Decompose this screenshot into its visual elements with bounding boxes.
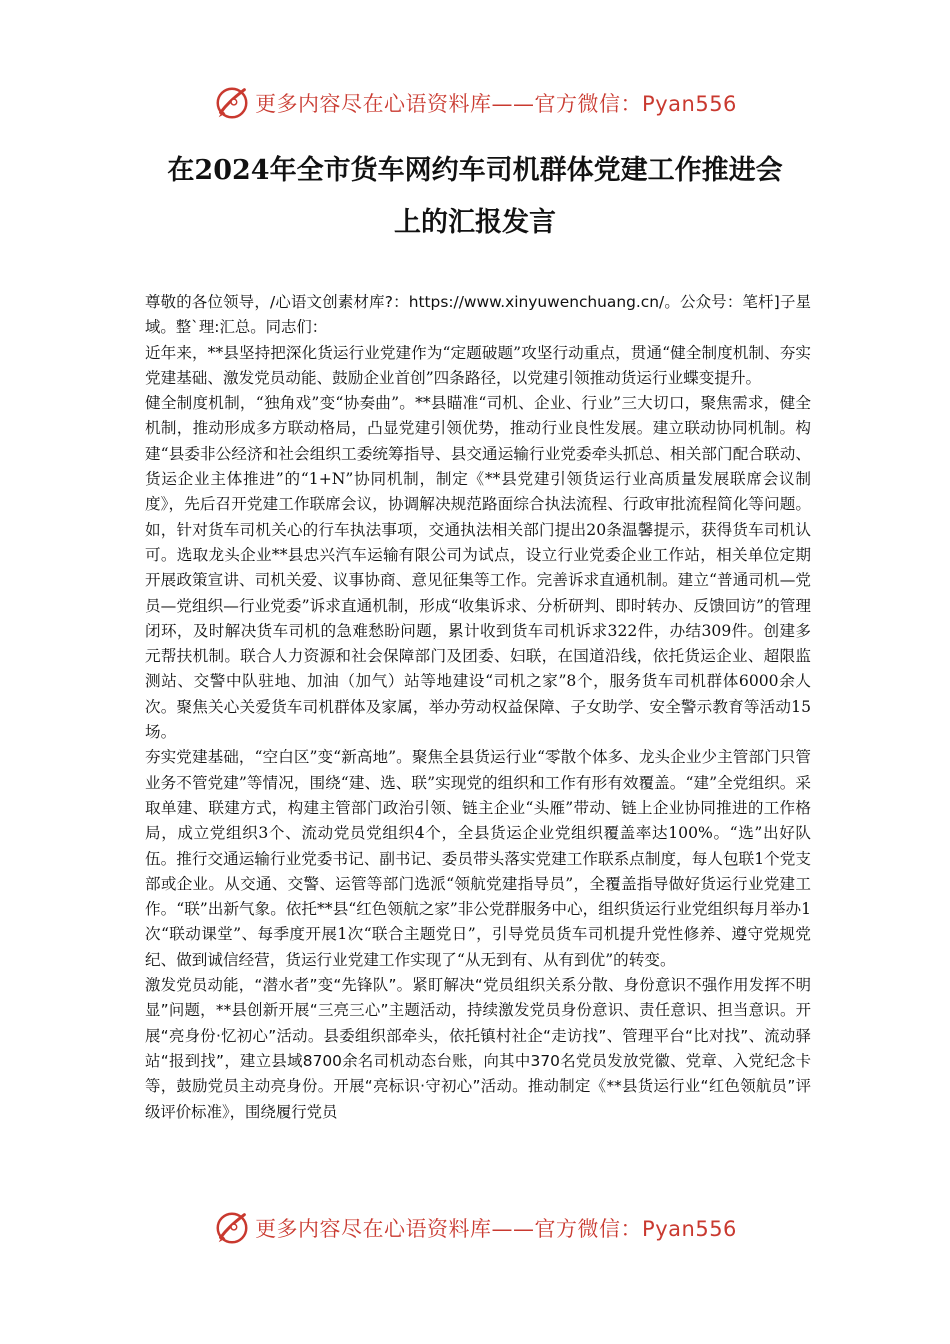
banner-text: 更多内容尽在心语资料库——官方微信：Pyan556 <box>255 92 737 116</box>
body-paragraph: 激发党员动能，“潜水者”变“先锋队”。紧盯解决“党员组织关系分散、身份意识不强作用发挥不明显”问题，**县创新开展“三亮三心”主题活动，持续激发党员身份意识、责任意识、担当意识。开展“亮身份·忆初心”活动。县委组织部牵头，依托镇村社企“走访找”、管理平台“比对找”、流动驿站“报到找”，建立县域8700余名司机动态台账，向其中370名党员发放党徽、党章、入党纪念卡等，鼓励党员主动亮身份。开展“亮标识·守初心”活动。推动制定《**县货运行业“红色领航员”评级评价标准》，围绕履行党员 <box>145 976 811 1121</box>
title-line-2: 上的汇报发言 <box>394 207 556 238</box>
footer-banner <box>0 1205 950 1251</box>
banner-text: 更多内容尽在心语资料库——官方微信：Pyan556 <box>255 1217 737 1241</box>
salutation-paragraph: 尊敬的各位领导，/心语文创素材库?：https://www.xinyuwenchuang.cn/。公众号：笔杆]子星域。整`理:汇总。同志们： <box>145 293 811 337</box>
body-paragraph: 健全制度机制，“独角戏”变“协奏曲”。**县瞄准“司机、企业、行业”三大切口，聚焦需求，健全机制，推动形成多方联动格局，凸显党建引领优势，推动行业良性发展。建立联动协同机制。构建“县委非公经济和社会组织工委统筹指导、县交通运输行业党委牵头抓总、相关部门配合联动、货运企业主体推进”的“1+N”协同机制，制定《**县党建引领货运行业高质量发展联席会议制度》，先后召开党建工作联席会议，协调解决规范路面综合执法流程、行政审批流程简化等问题。如，针对货车司机关心的行车执法事项，交通执法相关部门提出20条温馨提示，获得货车司机认可。选取龙头企业**县忠兴汽车运输有限公司为试点，设立行业党委企业工作站，相关单位定期开展政策宣讲、司机关爱、议事协商、意见征集等工作。完善诉求直通机制。建立“普通司机—党员—党组织—行业党委”诉求直通机制，形成“收集诉求、分析研判、即时转办、反馈回访”的管理闭环，及时解决货车司机的急难愁盼问题，累计收到货车司机诉求322件，办结309件。创建多元帮扶机制。联合人力资源和社会保障部门及团委、妇联，在国道沿线，依托货运企业、超限监测站、交警中队驻地、加油（加气）站等地建设“司机之家”8个，服务货车司机群体6000余人次。聚焦关心关爱货车司机群体及家属，举办劳动权益保障、子女助学、安全警示教育等活动15场。 <box>145 394 811 742</box>
document-title <box>100 145 850 249</box>
title-line-1: 在2024年全市货车网约车司机群体党建工作推进会 <box>167 155 783 186</box>
brush-pen-logo-icon <box>213 1209 251 1247</box>
header-banner <box>0 80 950 126</box>
brush-pen-logo-icon <box>213 84 251 122</box>
document-body <box>145 290 811 1125</box>
body-paragraph: 夯实党建基础，“空白区”变“新高地”。聚焦全县货运行业“零散个体多、龙头企业少主管部门只管业务不管党建”等情况，围绕“建、选、联”实现党的组织和工作有形有效覆盖。“建”全党组织。采取单建、联建方式，构建主管部门政治引领、链主企业“头雁”带动、链上企业协同推进的工作格局，成立党组织3个、流动党员党组织4个，全县货运企业党组织覆盖率达100%。“选”出好队伍。推行交通运输行业党委书记、副书记、委员带头落实党建工作联系点制度，每人包联1个党支部或企业。从交通、交警、运管等部门选派“领航党建指导员”，全覆盖指导做好货运行业党建工作。“联”出新气象。依托**县“红色领航之家”非公党群服务中心，组织货运行业党组织每月举办1次“联动课堂”、每季度开展1次“联合主题党日”，引导党员货车司机提升党性修养、遵守党规党纪、做到诚信经营，货运行业党建工作实现了“从无到有、从有到优”的转变。 <box>145 748 811 969</box>
body-paragraph: 近年来，**县坚持把深化货运行业党建作为“定题破题”攻坚行动重点，贯通“健全制度机制、夯实党建基础、激发党员动能、鼓励企业首创”四条路径，以党建引领推动货运行业蝶变提升。 <box>145 343 811 387</box>
